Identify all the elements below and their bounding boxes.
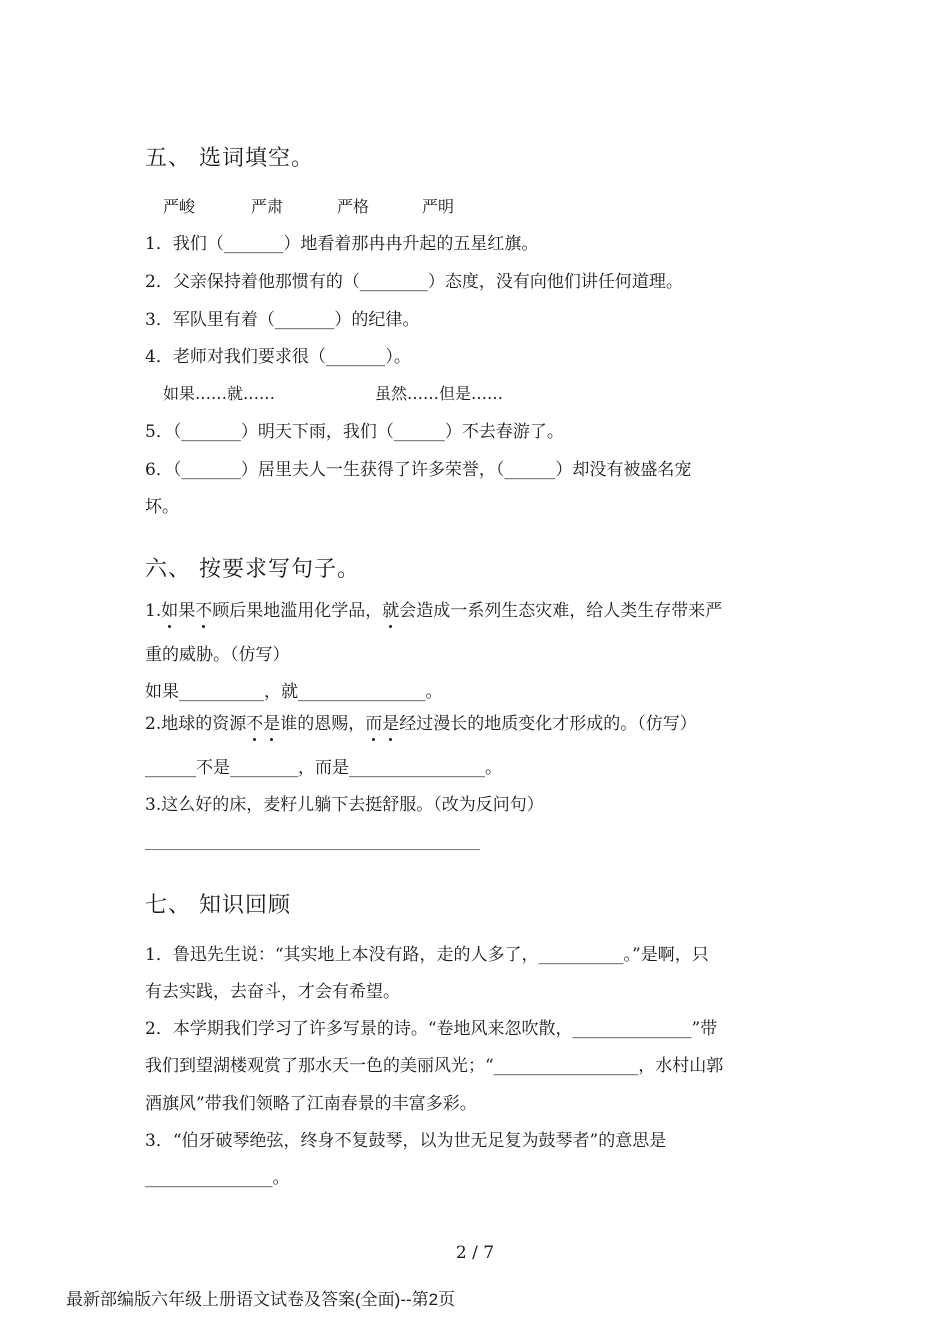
question-7-3-continued: _______________。 <box>145 1168 290 1188</box>
emphasis-dot-char: 不 <box>246 714 264 734</box>
emphasis-dot-char: 不 <box>195 601 213 621</box>
emphasis-dot-char: 如 <box>161 601 179 621</box>
answer-template-6-2: ______不是________，而是________________。 <box>145 758 502 778</box>
question-5-1: 1．我们（_______）地看着那冉冉升起的五星红旗。 <box>145 234 539 254</box>
emphasis-dot-char: 是 <box>263 714 281 734</box>
page-number: 2 / 7 <box>455 1243 495 1263</box>
question-5-6-continued: 坏。 <box>145 497 179 517</box>
word-option: 严明 <box>422 197 455 216</box>
question-5-3: 3．军队里有着（_______）的纪律。 <box>145 310 420 330</box>
emphasis-dot-char: 就 <box>382 601 400 621</box>
conjunction-option: 虽然……但是…… <box>375 384 504 403</box>
question-6-3: 3.这么好的床，麦籽儿躺下去挺舒服。（改为反问句） <box>145 795 544 815</box>
question-6-2: 2.地球的资源不是谁的恩赐，而是经过漫长的地质变化才形成的。（仿写） <box>145 714 697 734</box>
answer-line <box>145 849 480 850</box>
section-7-title: 七、 知识回顾 <box>145 893 291 918</box>
question-5-4: 4．老师对我们要求很（_______）。 <box>145 347 411 367</box>
footer-caption: 最新部编版六年级上册语文试卷及答案(全面)--第2页 <box>66 1290 456 1309</box>
section-5-title: 五、 选词填空。 <box>145 146 314 171</box>
question-6-1-continued: 重的威胁。（仿写） <box>145 645 290 665</box>
question-5-2: 2．父亲保持着他那惯有的（________）态度，没有向他们讲任何道理。 <box>145 272 683 292</box>
section-6-title: 六、 按要求写句子。 <box>145 557 360 582</box>
question-7-1: 1．鲁迅先生说：“其实地上本没有路，走的人多了，__________。”是啊，只 <box>145 945 709 965</box>
question-7-1-continued: 有去实践，去奋斗，才会有希望。 <box>145 982 400 1002</box>
conjunction-option: 如果……就…… <box>163 384 276 403</box>
word-option: 严格 <box>337 197 370 216</box>
question-7-2-continued: 酒旗风”带我们领略了江南春景的丰富多彩。 <box>145 1094 477 1114</box>
question-5-6: 6．（_______）居里夫人一生获得了许多荣誉，（______）却没有被盛名宠 <box>145 460 692 480</box>
question-6-1: 1.如果不顾后果地滥用化学品，就会造成一系列生态灾难，给人类生存带来严 <box>145 601 723 621</box>
word-option: 严肃 <box>251 197 284 216</box>
question-7-3: 3．“伯牙破琴绝弦，终身不复鼓琴，以为世无足复为鼓琴者”的意思是 <box>145 1131 667 1151</box>
question-5-5: 5．（_______）明天下雨，我们（______）不去春游了。 <box>145 422 564 442</box>
word-option: 严峻 <box>163 197 196 216</box>
emphasis-dot-char: 而 <box>365 714 383 734</box>
question-7-2-continued: 我们到望湖楼观赏了那水天一色的美丽风光；“_________________，水村山郭 <box>145 1056 724 1076</box>
emphasis-dot-char: 是 <box>382 714 400 734</box>
answer-template-6-1: 如果__________，就_______________。 <box>145 682 443 702</box>
question-7-2: 2．本学期我们学习了许多写景的诗。“卷地风来忽吹散，______________”带 <box>145 1019 718 1039</box>
